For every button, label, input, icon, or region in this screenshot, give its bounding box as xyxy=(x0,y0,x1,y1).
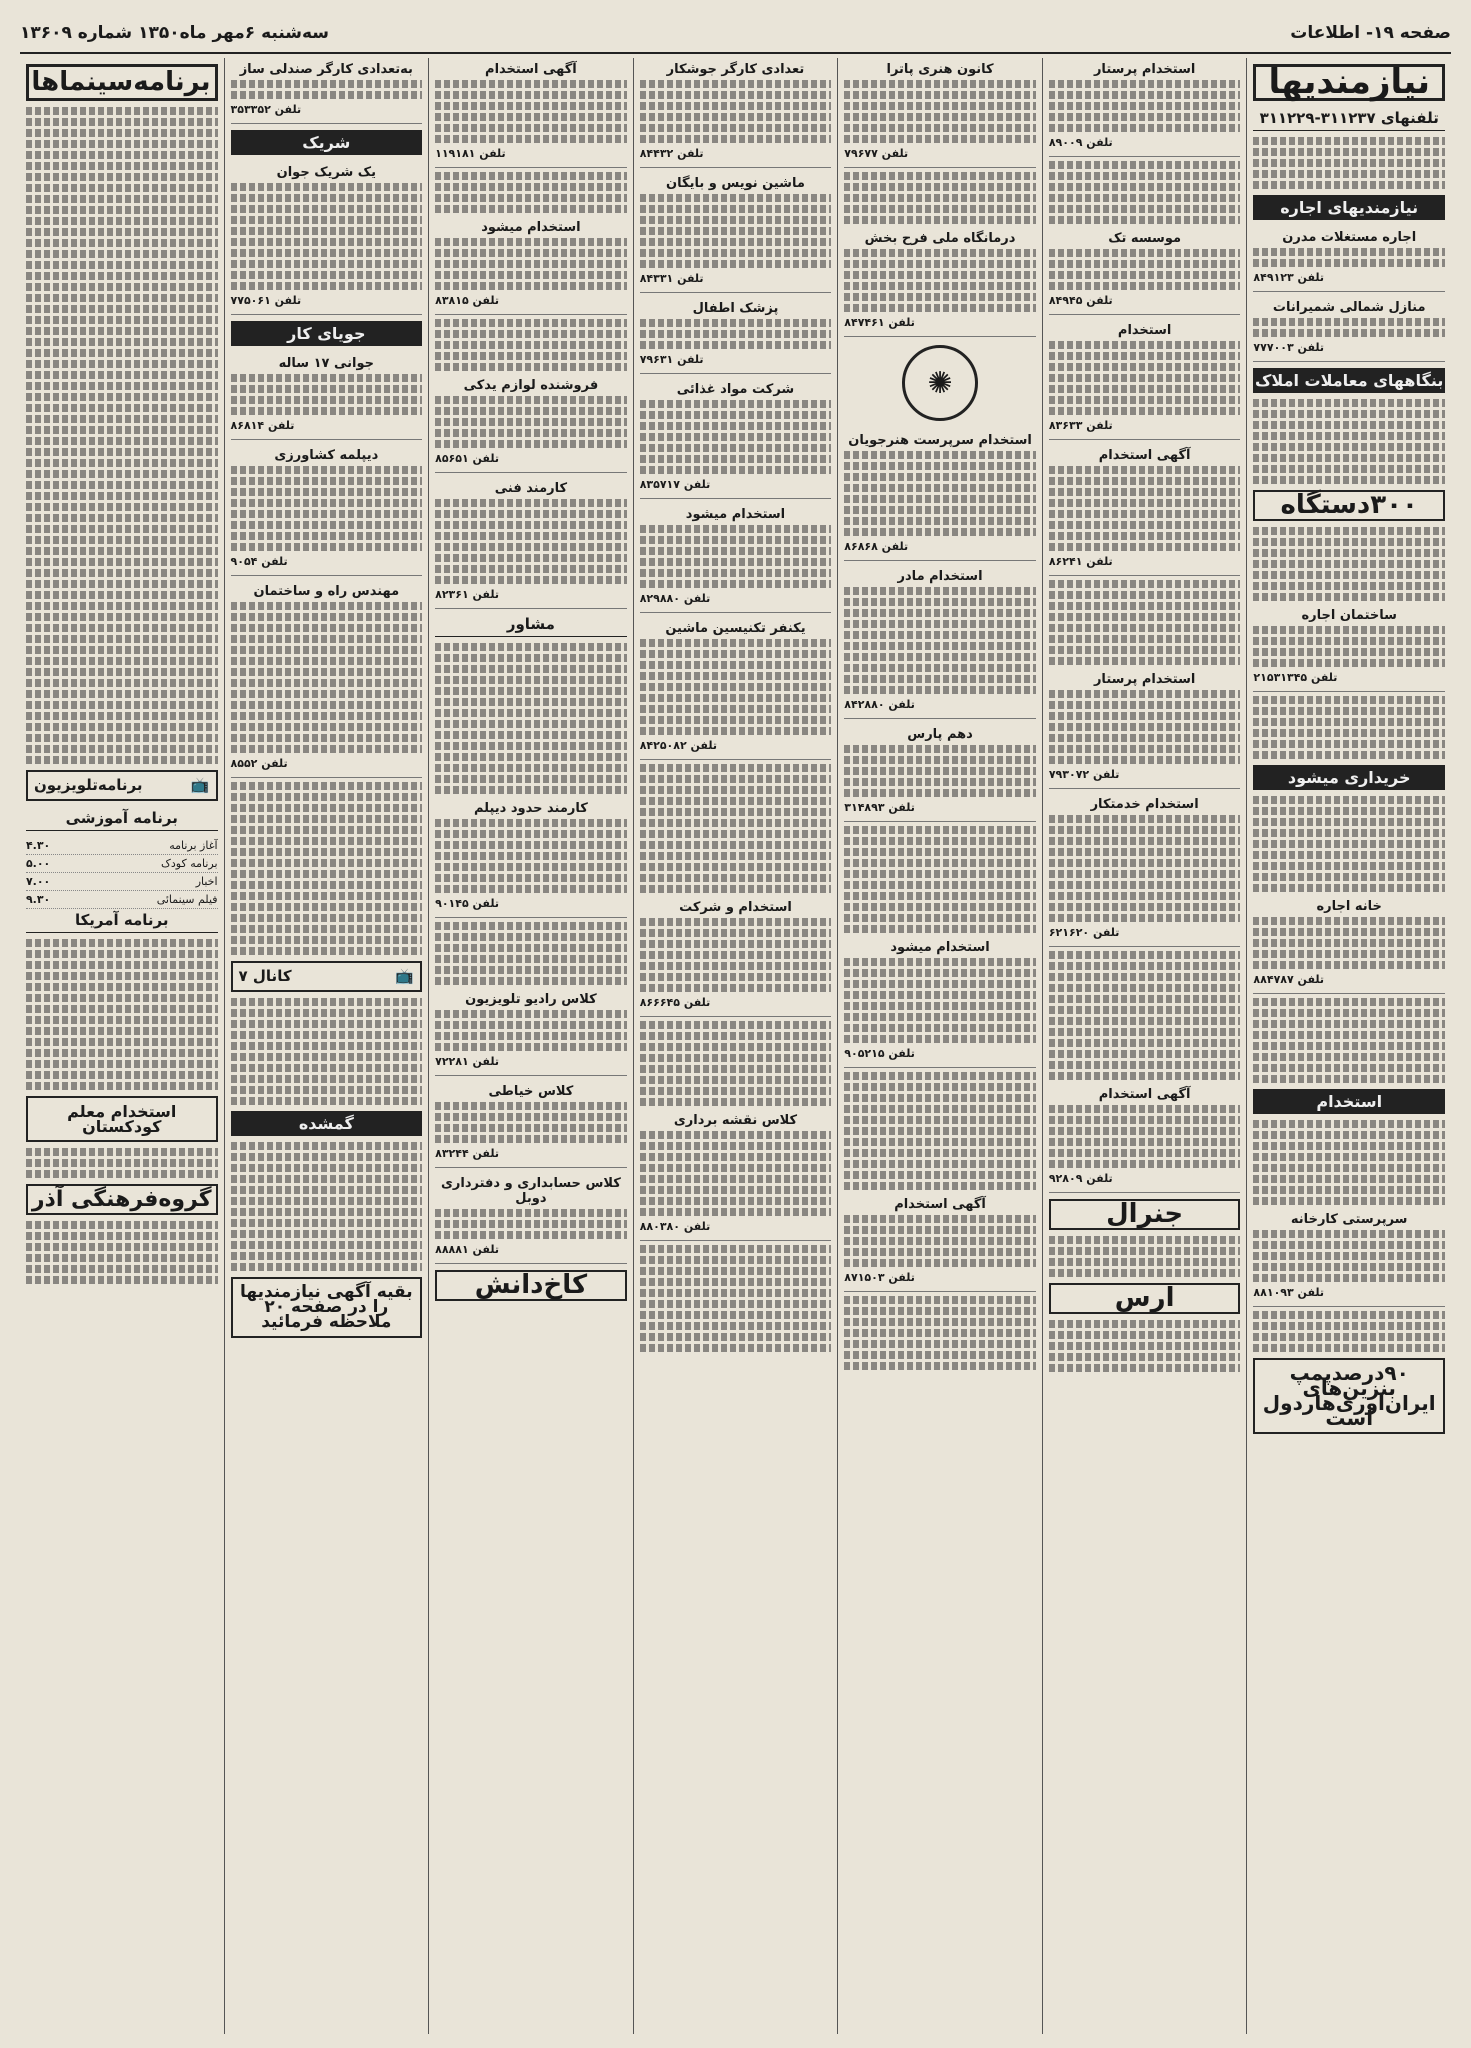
text-block xyxy=(1049,1320,1241,1372)
tv-program-title: برنامه‌تلویزیون xyxy=(33,776,143,794)
ad-phone: تلفن ۸۳۶۳۳ xyxy=(1048,419,1113,432)
ad-phone: تلفن ۸۲۹۸۸۰ xyxy=(639,592,711,605)
ad-phone: تلفن ۳۵۳۳۵۲ xyxy=(230,103,302,116)
ad-3 xyxy=(231,352,423,440)
program-item xyxy=(26,891,218,909)
ad-4 xyxy=(844,565,1036,719)
ad-phone: تلفن ۸۹۰۰۹ xyxy=(1048,136,1113,149)
program-time: ۹.۳۰ xyxy=(25,893,51,906)
section-lost: گمشده xyxy=(231,1111,423,1136)
ad-text xyxy=(844,1215,1036,1267)
text-block xyxy=(1253,998,1445,1083)
ad-phone: تلفن ۸۴۹۱۲۳ xyxy=(1253,271,1324,284)
ad-2 xyxy=(435,216,627,315)
text-block xyxy=(26,939,218,1090)
ad-text xyxy=(435,1102,627,1143)
program-item xyxy=(26,855,218,873)
ad-phone: تلفن ۸۳۵۷۱۷ xyxy=(639,478,711,491)
program-time: ۴.۳۰ xyxy=(25,839,51,852)
ad-7 xyxy=(435,1080,627,1168)
column-1 xyxy=(1246,58,1451,2034)
ad-title: کلاس خیاطی xyxy=(488,1084,574,1099)
ad-text xyxy=(1049,815,1241,922)
ad-text xyxy=(640,80,832,143)
big-ad-300: ۳۰۰دستگاه xyxy=(1253,490,1445,521)
ad-phone: تلفن ۲۱۵۳۱۳۴۵ xyxy=(1253,671,1338,684)
ad-text xyxy=(844,587,1036,694)
ad-text xyxy=(435,1209,627,1239)
ad-text xyxy=(1049,249,1241,290)
page-label: صفحه ۱۹- اطلاعات xyxy=(1290,23,1451,43)
text-block xyxy=(844,172,1036,224)
ad-6 xyxy=(1049,793,1241,947)
ad-title: اجاره مستغلات مدرن xyxy=(1282,230,1417,245)
text-block xyxy=(640,1021,832,1106)
ad-phone: تلفن ۸۶۸۶۸ xyxy=(844,540,909,553)
ad-title: کارمند حدود دیپلم xyxy=(473,801,588,816)
ad-text xyxy=(231,602,423,753)
ad-title: استخدام مادر xyxy=(897,569,983,584)
column-5 xyxy=(428,58,633,2034)
text-block xyxy=(1253,1120,1445,1205)
page-header xyxy=(20,14,1451,54)
ad-phone: تلفن ۷۷۵۰۶۱ xyxy=(230,294,302,307)
ad-1 xyxy=(844,58,1036,168)
ad-phone: تلفن ۸۵۵۲ xyxy=(230,757,288,770)
ad-phone: تلفن ۸۸۰۳۸۰ xyxy=(639,1220,711,1233)
text-block xyxy=(640,764,832,893)
kindergarten-ad: استخدام معلم کودکستان xyxy=(26,1096,218,1142)
program-item xyxy=(26,837,218,855)
america-program-title: برنامه آمریکا xyxy=(26,909,218,933)
ad-text xyxy=(1253,318,1445,337)
ad-title: موسسه تک xyxy=(1108,231,1182,246)
emblem-icon: ✺ xyxy=(902,345,978,421)
text-block xyxy=(1253,796,1445,892)
ad-6 xyxy=(435,988,627,1076)
tv-icon: 📺 xyxy=(395,967,415,985)
text-block xyxy=(231,998,423,1105)
ad-title: کلاس حسابداری و دفترداری دوبل xyxy=(440,1176,621,1206)
section-consultant: مشاور xyxy=(435,613,627,637)
ad-text xyxy=(1253,626,1445,667)
text-block xyxy=(844,1296,1036,1370)
ad-text xyxy=(435,80,627,143)
ad-text xyxy=(1253,248,1445,267)
ad-phone: تلفن ۸۴۴۳۲ xyxy=(639,147,704,160)
column-6 xyxy=(224,58,429,2034)
text-block xyxy=(1253,137,1445,189)
ad-text xyxy=(844,80,1036,143)
ad-title: به‌تعدادی کارگر صندلی ساز xyxy=(239,62,413,77)
ad-phone: تلفن ۸۴۷۴۶۱ xyxy=(844,316,915,329)
ad-5 xyxy=(640,503,832,613)
ad-title: کارمند فنی xyxy=(494,481,568,496)
ad-6 xyxy=(640,617,832,760)
ad-1 xyxy=(1253,226,1445,292)
ad-text xyxy=(640,639,832,735)
section-partner: شریک xyxy=(231,130,423,155)
text-block xyxy=(231,782,423,955)
ad-title: استخدام میشود xyxy=(481,220,581,235)
ad-phone: تلفن ۸۶۸۱۴ xyxy=(230,419,295,432)
text-block xyxy=(26,1221,218,1284)
ad-1 xyxy=(640,58,832,168)
ad-3 xyxy=(1049,319,1241,440)
ad-title: جوانی ۱۷ ساله xyxy=(278,356,375,371)
big-ad-aras: ارس xyxy=(1049,1283,1241,1314)
ad-text xyxy=(1049,1105,1241,1168)
ad-3 xyxy=(1253,604,1445,692)
ad-title: استخدام xyxy=(1117,323,1172,338)
ad-title: ساختمان اجاره xyxy=(1301,608,1397,623)
ad-title: استخدام میشود xyxy=(685,507,786,522)
classifieds-phones: تلفنهای ۳۱۱۲۳۷-۳۱۱۲۲۹ xyxy=(1253,107,1445,131)
ad-text xyxy=(844,249,1036,312)
section-job-seekers: جویای کار xyxy=(231,321,423,346)
program-list xyxy=(26,837,218,909)
ad-text xyxy=(1049,690,1241,764)
ad-7 xyxy=(640,896,832,1017)
ad-3 xyxy=(640,297,832,374)
ad-title: استخدام سرپرست هنرجویان xyxy=(848,433,1032,448)
text-block xyxy=(435,172,627,213)
ad-1 xyxy=(435,58,627,168)
ad-2 xyxy=(844,227,1036,337)
ad-text xyxy=(640,400,832,474)
ad-4 xyxy=(640,378,832,499)
ad-title: آگهی استخدام xyxy=(485,62,577,77)
ad-phone: تلفن ۸۴۹۴۵ xyxy=(1048,294,1113,307)
ad-phone: تلفن ۱۱۹۱۸۱ xyxy=(435,147,506,160)
ad-text xyxy=(640,194,832,268)
ad-title: استخدام و شرکت xyxy=(679,900,792,915)
ad-phone: تلفن ۷۹۶۳۱ xyxy=(639,353,704,366)
program-name: فیلم سینمائی xyxy=(156,893,218,906)
ad-5 xyxy=(844,723,1036,822)
text-block xyxy=(435,643,627,794)
big-ad-general: جنرال xyxy=(1049,1199,1241,1230)
ad-text xyxy=(231,183,423,290)
ad-title: استخدام میشود xyxy=(890,940,990,955)
ad-7 xyxy=(844,1193,1036,1292)
ad-phone: تلفن ۸۳۸۱۵ xyxy=(435,294,499,307)
program-time: ۷.۰۰ xyxy=(25,875,51,888)
text-block xyxy=(844,1072,1036,1190)
program-item xyxy=(26,873,218,891)
text-block xyxy=(435,922,627,985)
ad-2 xyxy=(1253,296,1445,362)
text-block xyxy=(1253,527,1445,601)
ad-8 xyxy=(435,1172,627,1264)
ad-4 xyxy=(231,444,423,576)
ad-title: استخدام خدمتکار xyxy=(1090,797,1199,812)
ad-phone: تلفن ۸۸۴۷۸۷ xyxy=(1253,973,1324,986)
column-3 xyxy=(837,58,1042,2034)
issue-label: سه‌شنبه ۶مهر ماه۱۳۵۰ شماره ۱۳۶۰۹ xyxy=(20,23,330,43)
ad-text xyxy=(435,1010,627,1051)
ad-text xyxy=(1049,80,1241,132)
text-block xyxy=(435,319,627,371)
ad-phone: تلفن ۸۴۲۵۰۸۲ xyxy=(639,739,717,752)
ad-phone: تلفن ۸۶۶۶۴۵ xyxy=(639,996,711,1009)
ad-title: سرپرستی کارخانه xyxy=(1290,1212,1408,1227)
ad-title: شرکت مواد غذائی xyxy=(676,382,795,397)
ad-phone: تلفن ۹۰۱۴۵ xyxy=(435,897,499,910)
ad-5 xyxy=(435,797,627,918)
ad-phone: تلفن ۹۲۸۰۹ xyxy=(1048,1172,1113,1185)
ad-title: فروشنده لوازم یدکی xyxy=(463,378,599,393)
ad-title: ماشین نویس و بایگان xyxy=(666,176,805,191)
ad-title: استخدام پرستار xyxy=(1093,62,1196,77)
ad-title: تعدادی کارگر جوشکار xyxy=(666,62,805,77)
ad-7 xyxy=(1049,1083,1241,1193)
ad-2 xyxy=(1049,227,1241,315)
ad-title: مهندس راه و ساختمان xyxy=(253,584,400,599)
text-block xyxy=(1049,951,1241,1080)
text-block xyxy=(231,1142,423,1271)
text-block xyxy=(1049,580,1241,665)
ad-5 xyxy=(1253,1208,1445,1307)
ad-text xyxy=(844,451,1036,536)
ad-text xyxy=(1049,466,1241,551)
ad-title: خانه اجاره xyxy=(1316,899,1382,914)
ad-phone: تلفن ۷۹۶۷۷ xyxy=(844,147,909,160)
ad-text xyxy=(844,958,1036,1043)
ad-phone: تلفن ۸۸۸۸۱ xyxy=(435,1243,499,1256)
ad-text xyxy=(435,238,627,290)
ad-text xyxy=(1253,917,1445,969)
ad-title: آگهی استخدام xyxy=(894,1197,986,1212)
ad-phone: تلفن ۸۸۱۰۹۳ xyxy=(1253,1286,1324,1299)
azar-cultural-ad: گروه‌فرهنگی آذر xyxy=(26,1184,218,1215)
cinema-title: برنامه‌سینماها xyxy=(26,64,218,101)
columns xyxy=(20,58,1451,2034)
ad-5 xyxy=(231,580,423,778)
ad-title: آگهی استخدام xyxy=(1098,1087,1191,1102)
ad-phone: تلفن ۹۰۵۲۱۵ xyxy=(844,1047,915,1060)
ad-phone: تلفن ۸۴۲۸۸۰ xyxy=(844,698,915,711)
ad-text xyxy=(844,745,1036,797)
program-name: برنامه کودک xyxy=(161,857,218,870)
program-time: ۵.۰۰ xyxy=(25,857,51,870)
ad-phone: تلفن ۷۲۲۸۱ xyxy=(435,1055,499,1068)
ad-text xyxy=(1253,1230,1445,1282)
classifieds-title: نیازمندیها xyxy=(1253,64,1445,101)
ad-title: کلاس رادیو تلویزیون xyxy=(465,992,597,1007)
tv-channel-box xyxy=(231,961,423,992)
ad-3 xyxy=(435,374,627,473)
tv-channel-title: کانال ۷ xyxy=(238,967,292,985)
section-buying: خریداری میشود xyxy=(1253,765,1445,790)
ad-phone: تلفن ۸۷۱۵۰۳ xyxy=(844,1271,915,1284)
ad-title: یکنفر تکنیسین ماشین xyxy=(665,621,806,636)
tv-icon: 📺 xyxy=(190,776,210,794)
ad-title: منازل شمالی شمیرانات xyxy=(1272,300,1426,315)
ad-2 xyxy=(640,172,832,293)
ad-title: دیپلمه کشاورزی xyxy=(274,448,379,463)
ad-title: درمانگاه ملی فرح بخش xyxy=(864,231,1016,246)
ad-phone: تلفن ۹۰۵۴ xyxy=(230,555,288,568)
ad-phone: تلفن ۸۳۲۴۴ xyxy=(435,1147,499,1160)
text-block xyxy=(26,1148,218,1178)
ad-6 xyxy=(844,936,1036,1068)
ad-title: کانون هنری پاترا xyxy=(886,62,994,77)
ad-text xyxy=(640,918,832,992)
section-employment: استخدام xyxy=(1253,1089,1445,1114)
ad-text xyxy=(640,319,832,349)
ad-phone: تلفن ۷۷۷۰۰۳ xyxy=(1253,341,1324,354)
cinema-listings xyxy=(26,107,218,764)
ad-title: کلاس نقشه برداری xyxy=(673,1113,798,1128)
ad-title: دهم پارس xyxy=(907,727,973,742)
section-real-estate: بنگاههای معاملات املاک xyxy=(1253,368,1445,393)
column-4 xyxy=(633,58,838,2034)
column-7 xyxy=(20,58,224,2034)
ad-text xyxy=(435,819,627,893)
ad-title: یک شریک جوان xyxy=(276,165,377,180)
ad-text xyxy=(435,499,627,584)
text-block xyxy=(844,826,1036,933)
ad-2 xyxy=(231,161,423,315)
text-block xyxy=(1253,399,1445,484)
ad-5 xyxy=(1049,668,1241,789)
ad-8 xyxy=(640,1109,832,1241)
ad-title: استخدام پرستار xyxy=(1093,672,1196,687)
text-block xyxy=(640,1245,832,1352)
text-block xyxy=(1253,696,1445,759)
ad-phone: تلفن ۸۴۳۳۱ xyxy=(639,272,704,285)
ad-text xyxy=(231,374,423,415)
ad-text xyxy=(231,80,423,99)
ad-text xyxy=(640,525,832,588)
ad-text xyxy=(231,466,423,551)
text-block xyxy=(1253,1311,1445,1352)
program-name: اخبار xyxy=(195,875,218,888)
ad-1 xyxy=(1049,58,1241,157)
ad-text xyxy=(435,396,627,448)
ad-phone: تلفن ۷۹۳۰۷۲ xyxy=(1048,768,1120,781)
big-ad-gas: ۹۰درصدپمپ بنزین‌های ایران‌اوری‌هاردول است xyxy=(1253,1358,1445,1434)
ad-text xyxy=(1049,341,1241,415)
ad-title: پزشک اطفال xyxy=(692,301,779,316)
ad-1 xyxy=(231,58,423,124)
ad-phone: تلفن ۸۶۲۴۱ xyxy=(1048,555,1113,568)
big-ad-kakh-danesh: کاخ‌دانش xyxy=(435,1270,627,1301)
educational-program-title: برنامه آموزشی xyxy=(26,807,218,831)
ad-phone: تلفن ۸۲۳۶۱ xyxy=(435,588,499,601)
ad-4 xyxy=(1253,895,1445,994)
column-2 xyxy=(1042,58,1247,2034)
ad-title: آگهی استخدام xyxy=(1098,448,1191,463)
ad-3 xyxy=(844,429,1036,561)
section-rentals: نیازمندیهای اجاره xyxy=(1253,195,1445,220)
ad-4 xyxy=(435,477,627,609)
more-classifieds-note: بقیه آگهی نیازمندیها را در صفحه ۲۰ ملاحظه فرمائید xyxy=(231,1277,423,1338)
text-block xyxy=(1049,161,1241,224)
ad-text xyxy=(640,1131,832,1216)
ad-4 xyxy=(1049,444,1241,576)
text-block xyxy=(1049,1236,1241,1277)
ad-phone: تلفن ۶۲۱۶۲۰ xyxy=(1048,926,1120,939)
ad-phone: تلفن ۳۱۴۸۹۳ xyxy=(844,801,915,814)
ad-phone: تلفن ۸۵۶۵۱ xyxy=(435,452,499,465)
tv-program-box xyxy=(26,770,218,801)
program-name: آغاز برنامه xyxy=(169,839,218,852)
